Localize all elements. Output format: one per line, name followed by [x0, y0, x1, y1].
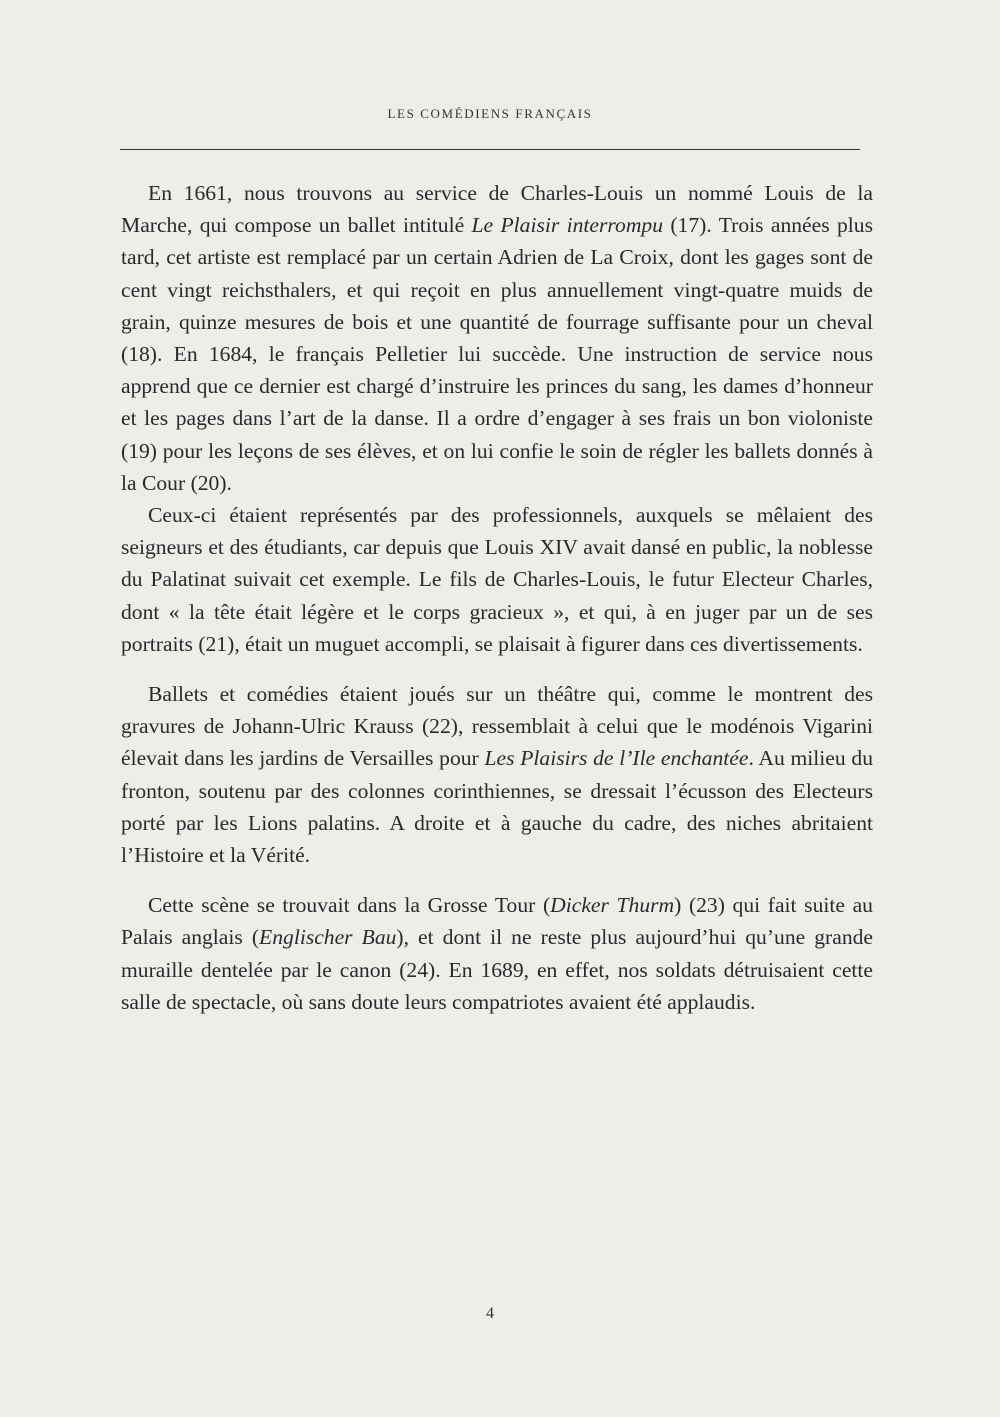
text-segment: Ceux-ci étaient représentés par des professionnels, auxquels se mêlaient des seigneurs et des étudiants, car depuis que Louis XIV avait dansé en public, la noblesse du Palatinat suivait cet exemple. Le fils de Charles-Louis, le futur Electeur Charles, dont « la tête était légère et le corps gracieux », et qui, à en juger par un de ses portraits (21), était un muguet accompli, se plaisait à figurer dans ces divertissements. [121, 503, 873, 656]
term-dicker-thurm: Dicker Thurm [550, 893, 675, 918]
text-segment: ), et dont il ne reste plus aujourd’hui qu’une grande muraille dentelée par le canon (24). En 1689, en effet, nos soldats détruisaient cette salle de spectacle, où sans doute leurs compatriotes avaient été applaudis. [121, 925, 873, 1014]
paragraph-4 [121, 889, 873, 1018]
body-text [121, 177, 873, 1018]
running-title: LES COMÉDIENS FRANÇAIS [387, 106, 593, 121]
text-segment: ) (23) qui fait suite au Palais anglais ( [121, 893, 873, 950]
text-segment: Cette scène se trouvait dans la Grosse Tour ( [148, 893, 551, 918]
text-segment: Ballets et comédies étaient joués sur un théâtre qui, comme le montrent des gravures de Johann-Ulric Krauss (22), ressemblait à celui que le modénois Vigarini élevait dans les jardins de Versailles pour [121, 682, 873, 771]
book-title-les-plaisirs: Les Plaisirs de l’Ile enchantée [484, 746, 749, 771]
header-rule [120, 149, 860, 150]
book-title-le-plaisir-interrompu: Le Plaisir interrompu [471, 213, 664, 238]
paragraph-3 [121, 678, 873, 871]
text-segment: . Au milieu du fronton, soutenu par des colonnes corinthiennes, se dressait l’écusson des Electeurs porté par les Lions palatins. A droite et à gauche du cadre, des niches abritaient l’Histoire et la Vérité. [121, 746, 873, 868]
paragraph-2 [121, 499, 873, 660]
term-englischer-bau: Englischer Bau [259, 925, 397, 950]
text-segment: (17). Trois années plus tard, cet artiste est remplacé par un certain Adrien de La Croix, dont les gages sont de cent vingt reichsthalers, et qui reçoit en plus annuellement vingt-quatre muids de grain, quinze mesures de bois et une quantité de fourrage suffisante pour un cheval (18). En 1684, le français Pelletier lui succède. Une instruction de service nous apprend que ce dernier est chargé d’instruire les princes du sang, les dames d’honneur et les pages dans l’art de la danse. Il a ordre d’engager à ses frais un bon violoniste (19) pour les leçons de ses élèves, et on lui confie le soin de régler les ballets donnés à la Cour (20). [121, 213, 873, 495]
text-segment: En 1661, nous trouvons au service de Charles-Louis un nommé Louis de la Marche, qui compose un ballet intitulé [121, 181, 873, 238]
page-number: 4 [486, 1305, 494, 1322]
paragraph-1 [121, 177, 873, 499]
